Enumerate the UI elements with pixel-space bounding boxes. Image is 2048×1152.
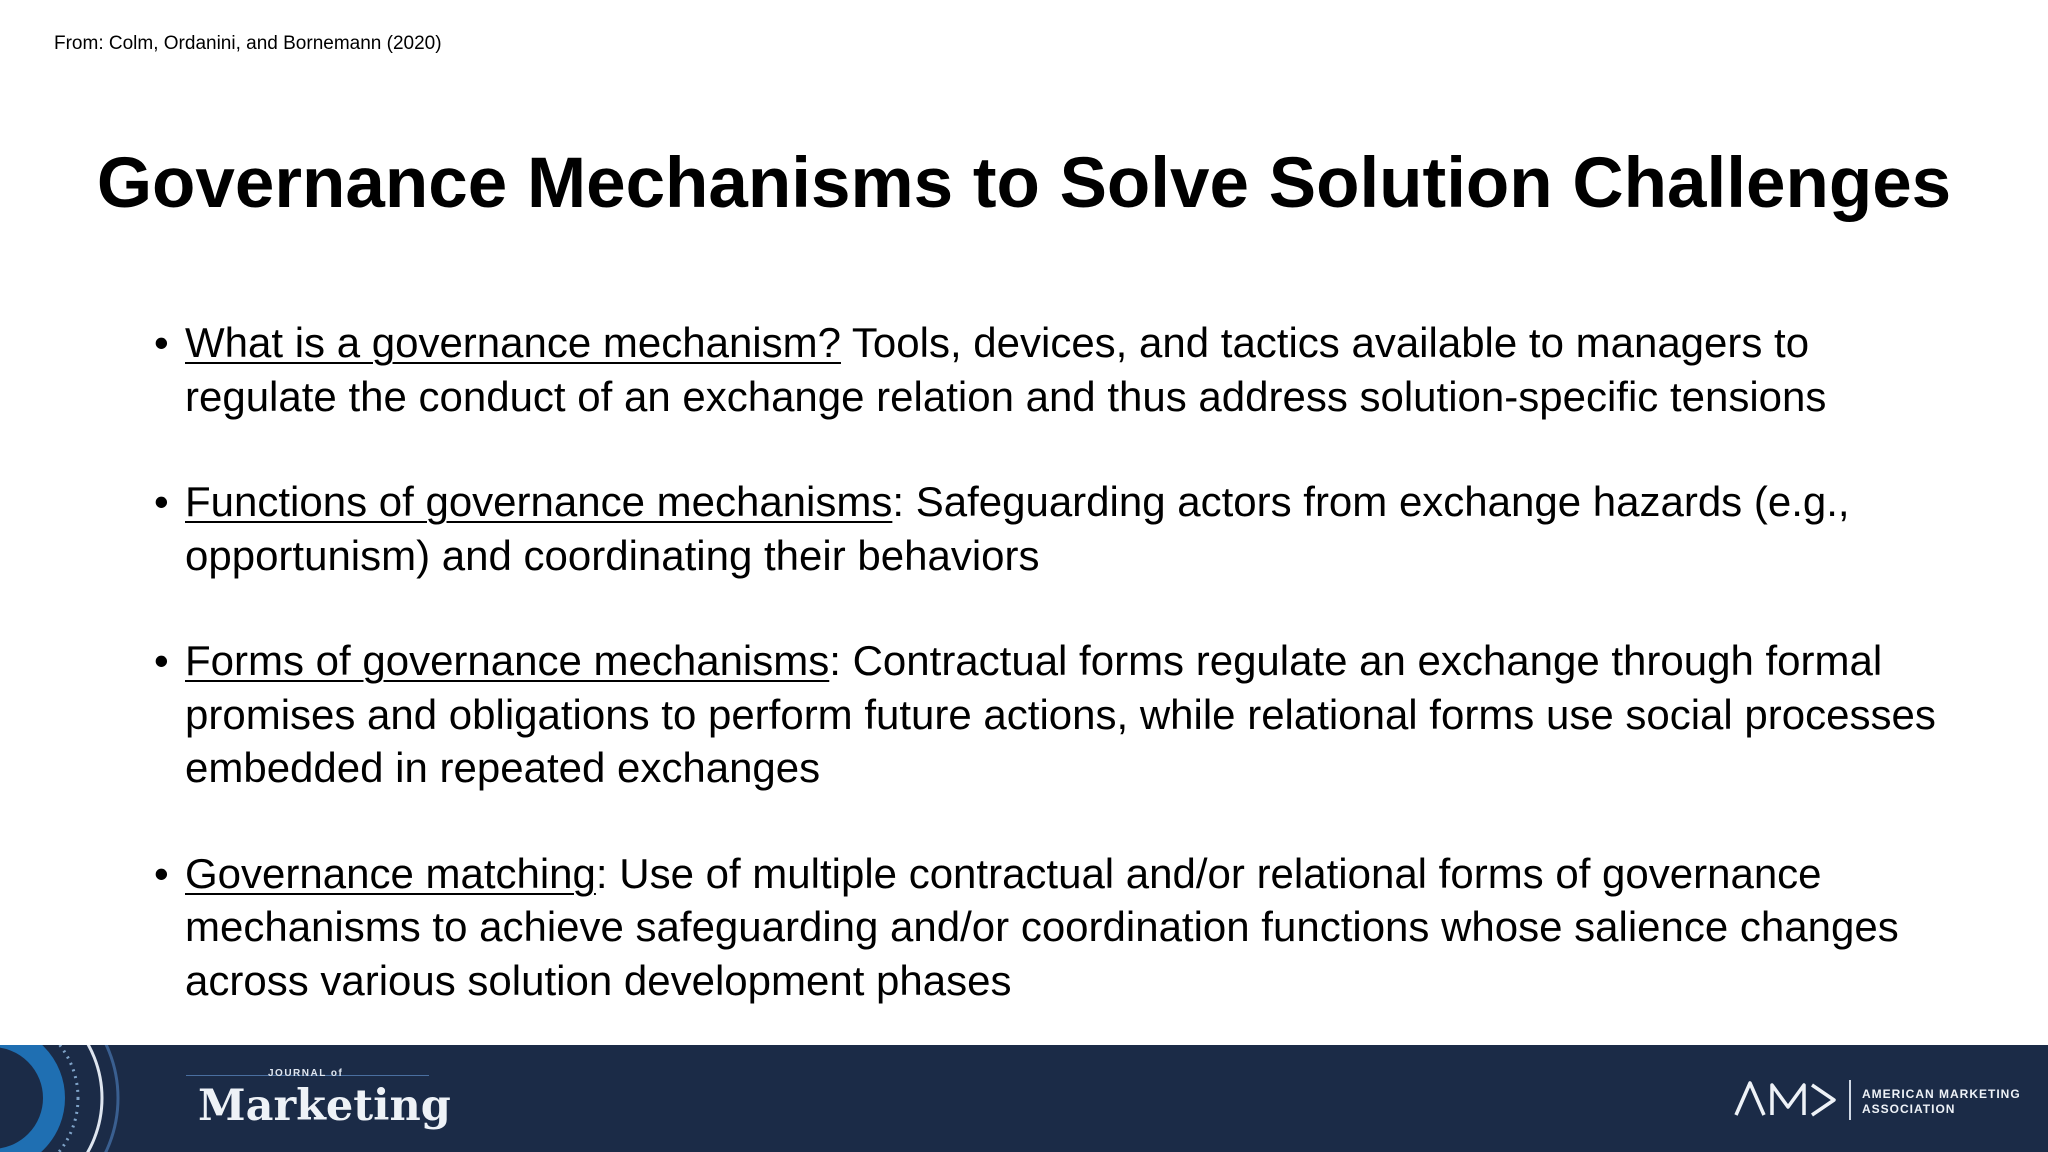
bullet-list xyxy=(154,316,1944,1059)
ama-divider xyxy=(1849,1080,1851,1120)
bullet-item xyxy=(154,316,1944,423)
slide-title: Governance Mechanisms to Solve Solution Challenges xyxy=(96,144,1952,223)
journal-kicker: JOURNAL of xyxy=(268,1068,344,1079)
journal-arc-logo xyxy=(0,1045,170,1152)
bullet-text: Tools, devices, and tactics available to managers to regulate the conduct of an exchange relation and thus address solution-specific tensions xyxy=(185,319,1827,420)
bullet-item xyxy=(154,847,1944,1008)
bullet-term: Governance matching xyxy=(185,849,596,897)
svg-text:AM>: AM> xyxy=(1734,1079,1737,1080)
source-citation: From: Colm, Ordanini, and Bornemann (2020) xyxy=(54,33,442,54)
journal-name: Marketing xyxy=(198,1081,451,1131)
bullet-item xyxy=(154,634,1944,795)
ama-line-2: ASSOCIATION xyxy=(1862,1102,1956,1116)
bullet-text: : Safeguarding actors from exchange hazards (e.g., opportunism) and coordinating their behaviors xyxy=(185,478,1850,579)
bullet-dot: • xyxy=(154,637,169,684)
bullet-text: : Use of multiple contractual and/or relational forms of governance mechanisms to achieve safeguarding and/or coordination functions whose salience changes across various solution development phases xyxy=(185,849,1899,1004)
ama-line-1: AMERICAN MARKETING xyxy=(1862,1087,2021,1101)
bullet-dot: • xyxy=(154,319,169,366)
bullet-text: : Contractual forms regulate an exchange through formal promises and obligations to perform future actions, while relational forms use social processes embedded in repeated exchanges xyxy=(185,637,1936,791)
bullet-term: Functions of governance mechanisms xyxy=(185,478,893,525)
bullet-term: What is a governance mechanism? xyxy=(185,319,841,366)
ama-wordmark xyxy=(1862,1087,2021,1117)
bullet-dot: • xyxy=(154,478,169,525)
ama-logo-icon xyxy=(1734,1079,1838,1119)
bullet-item xyxy=(154,475,1944,582)
bullet-dot: • xyxy=(154,849,169,897)
footer-bar xyxy=(0,1045,2048,1152)
bullet-term: Forms of governance mechanisms xyxy=(185,637,830,684)
